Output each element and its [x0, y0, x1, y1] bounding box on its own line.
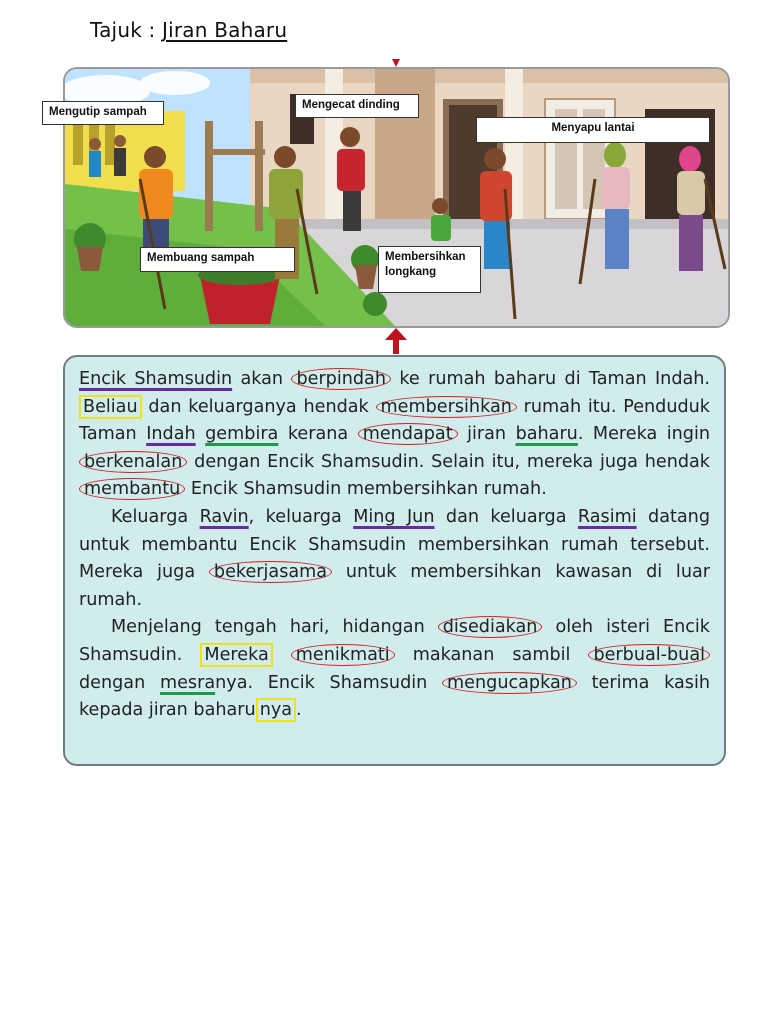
text-run: Encik Shamsudin membersihkan rumah.: [185, 479, 547, 500]
text-run: kerana: [278, 424, 358, 445]
text-run: [273, 645, 291, 665]
text-run: [196, 424, 206, 444]
annotated-adjective: gembira: [205, 424, 279, 445]
annotated-verb: mendapat: [358, 423, 458, 445]
text-run: rumah itu. Penduduk Taman: [79, 396, 710, 445]
annotated-verb: berbual-bual: [588, 644, 710, 666]
red-arrow-up-icon: [385, 328, 407, 354]
annotated-verb: berpindah: [291, 368, 391, 390]
text-run: untuk membersihkan kawasan di luar rumah.: [79, 562, 710, 610]
text-run: oleh isteri Encik Shamsudin.: [79, 617, 710, 665]
text-run: dan keluarga: [434, 506, 578, 527]
text-run: datang untuk membantu Encik Shamsudin membersihkan rumah tersebut. Mereka juga: [79, 506, 710, 583]
annotated-adjective: baharu: [515, 424, 578, 445]
text-run: .: [296, 700, 302, 721]
story-paragraph-3: [79, 614, 710, 724]
label-paint-wall: Mengecat dinding: [295, 94, 419, 118]
text-run: nya. Encik Shamsudin: [215, 672, 443, 693]
text-run: terima kasih kepada jiran baharu: [79, 672, 710, 721]
story-paragraph-2: [79, 504, 710, 614]
annotated-verb: disediakan: [438, 616, 543, 638]
text-run: dan keluarganya hendak: [141, 396, 376, 417]
label-sweep-floor: Menyapu lantai: [476, 117, 710, 143]
text-run: ke rumah baharu di Taman Indah.: [391, 369, 711, 389]
annotated-entity: Indah: [146, 424, 196, 445]
annotated-pronoun: Mereka: [200, 643, 272, 667]
red-arrow-top-icon: [392, 59, 400, 67]
text-run: jiran: [457, 424, 516, 445]
story-box: [63, 355, 726, 766]
annotated-pronoun: Beliau: [79, 395, 142, 419]
text-run: akan: [232, 369, 292, 389]
page-title: [90, 18, 287, 42]
label-clean-drain: [378, 246, 481, 293]
title-prefix: Tajuk :: [90, 18, 163, 42]
label-collect-rubbish: Mengutip sampah: [42, 101, 164, 125]
annotated-verb: mengucapkan: [442, 672, 577, 694]
annotated-verb: berkenalan: [79, 451, 187, 473]
text-run: dengan: [79, 672, 160, 693]
text-run: . Mereka ingin: [577, 424, 710, 445]
annotated-verb: menikmati: [291, 644, 395, 666]
annotated-entity: Encik Shamsudin: [79, 369, 233, 389]
annotated-entity: Ravin: [199, 506, 249, 527]
label-clean-drain-line2: longkang: [385, 265, 437, 278]
story-paragraph-1: [79, 366, 710, 504]
text-run: , keluarga: [248, 506, 354, 527]
annotated-pronoun: nya: [256, 698, 296, 722]
annotated-entity: Rasimi: [577, 506, 637, 527]
text-run: dengan Encik Shamsudin. Selain itu, mereka juga hendak: [187, 451, 710, 472]
annotated-verb: membersihkan: [376, 396, 517, 418]
label-clean-drain-line1: Membersihkan: [385, 251, 466, 263]
text-run: Menjelang tengah hari, hidangan: [111, 617, 438, 638]
annotated-verb: membantu: [79, 478, 185, 500]
annotated-verb: bekerjasama: [209, 561, 332, 583]
text-run: Keluarga: [111, 506, 200, 527]
annotated-adjective: mesra: [159, 672, 216, 693]
label-throw-rubbish: Membuang sampah: [140, 247, 295, 272]
text-run: makanan sambil: [394, 644, 589, 665]
title-topic: Jiran Baharu: [162, 18, 288, 42]
annotated-entity: Ming Jun: [353, 506, 435, 527]
